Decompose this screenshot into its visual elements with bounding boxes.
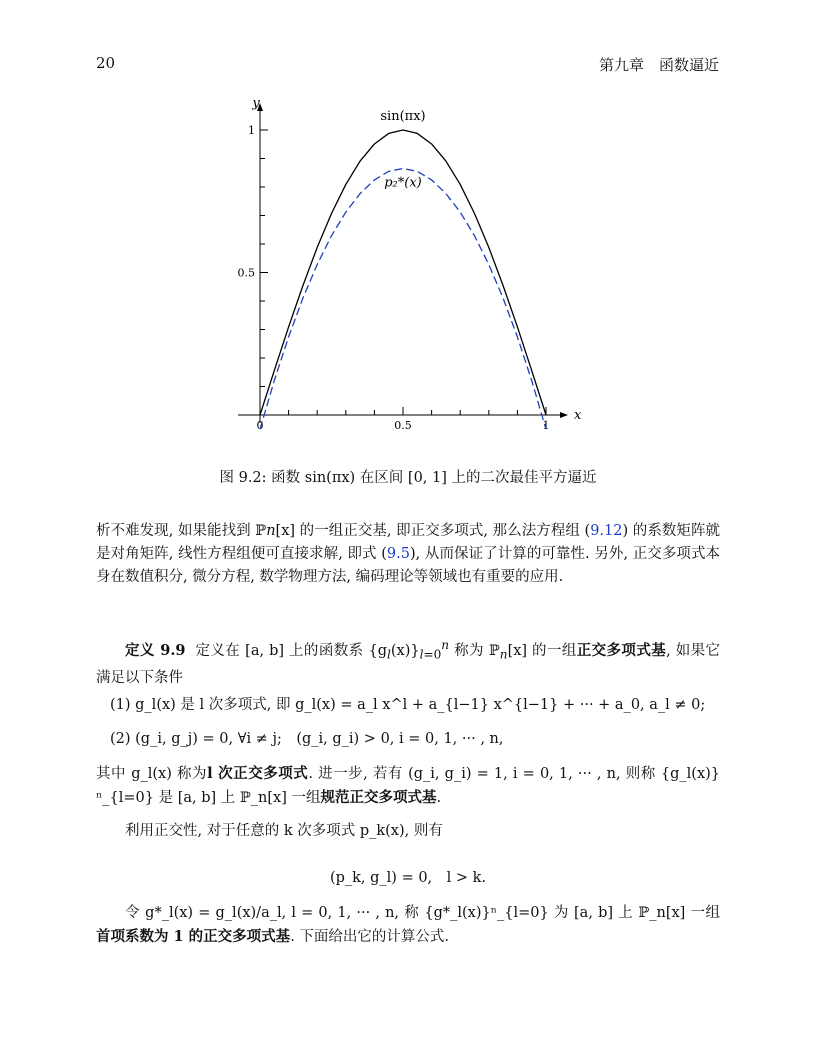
equation-ref-9-5[interactable]: 9.5 xyxy=(386,546,410,562)
condition-1: (1) g_l(x) 是 l 次多项式, 即 g_l(x) = a_l x^l + a_{l−1} x^{l−1} + ··· + a_0, a_l ≠ 0; xyxy=(110,697,706,713)
series-p2-line xyxy=(260,168,546,429)
paragraph-orthogonality: 利用正交性, 对于任意的 k 次多项式 p_k(x), 则有 xyxy=(125,823,443,839)
series-sin-line xyxy=(260,130,546,415)
x-tick-label: 0 xyxy=(256,419,264,432)
page-number: 20 xyxy=(96,54,116,72)
y-tick-label: 0.5 xyxy=(237,266,255,280)
x-axis-arrow xyxy=(560,412,568,418)
x-tick-label: 1 xyxy=(542,419,550,432)
term-orthogonal-basis: 正交多项式基 xyxy=(576,641,667,659)
equation-orthogonality: (p_k, g_l) = 0, l > k. xyxy=(329,870,487,886)
term-l-degree-orthogonal: l 次正交多项式 xyxy=(207,765,309,782)
chapter-title: 第九章 函数逼近 xyxy=(598,56,719,74)
definition-label: 定义 9.9 xyxy=(125,641,186,659)
paragraph-monic-basis: 令 g*_l(x) = g_l(x)/a_l, l = 0, 1, ··· , n, 称 {g*_l(x)}ⁿ_{l=0} 为 [a, b] 上 ℙ_n[x] 一组首项系数为 1 的正交多项式基. 下面给出它的计算公式. xyxy=(96,905,720,945)
paragraph-orthogonal-intro: 析不难发现, 如果能找到 ℙn[x] 的一组正交基, 即正交多项式, 那么法方程组 (9.12) 的系数矩阵就是对角矩阵, 线性方程组便可直接求解, 即式 (9.5), 从而保证了计算的可靠性. 另外, 正交多项式本身在数值积分, 微分方程, 数学物理方法, 编码理论等领域也有重要的应用. xyxy=(96,523,721,585)
paragraph-orthonormal: 其中 g_l(x) 称为l 次正交多项式. 进一步, 若有 (g_i, g_i) = 1, i = 0, 1, ··· , n, 则称 {g_l(x)}ⁿ_{l=0} 是 [a, b] 上 ℙ_n[x] 一组规范正交多项式基. xyxy=(96,765,720,806)
definition-9-9: 定义 9.9 定义在 [a, b] 上的函数系 $\{g_l(x)\}_{l=0}^n$ 称为 ℙ$_n$[x] 的一组正交多项式基, 如果它满足以下条件 xyxy=(96,638,721,686)
figure-caption: 图 9.2: 函数 sin(πx) 在区间 [0, 1] 上的二次最佳平方逼近 xyxy=(219,470,597,486)
term-orthonormal-basis: 规范正交多项式基 xyxy=(320,789,437,806)
equation-ref-9-12[interactable]: 9.12 xyxy=(590,523,623,539)
figure-9-2-chart xyxy=(220,95,580,445)
annotation-p2: p₂*(x) xyxy=(384,175,422,191)
condition-2: (2) (g_i, g_j) = 0, ∀i ≠ j; (g_i, g_i) > 0, i = 0, 1, ··· , n, xyxy=(110,731,504,747)
y-axis-label: y xyxy=(252,96,260,111)
x-axis-label: x xyxy=(574,408,582,423)
annotation-sin: sin(πx) xyxy=(380,109,426,124)
y-tick-label: 1 xyxy=(248,124,255,137)
term-monic-orthogonal-basis: 首项系数为 1 的正交多项式基 xyxy=(96,928,291,945)
x-tick-label: 0.5 xyxy=(394,419,412,432)
